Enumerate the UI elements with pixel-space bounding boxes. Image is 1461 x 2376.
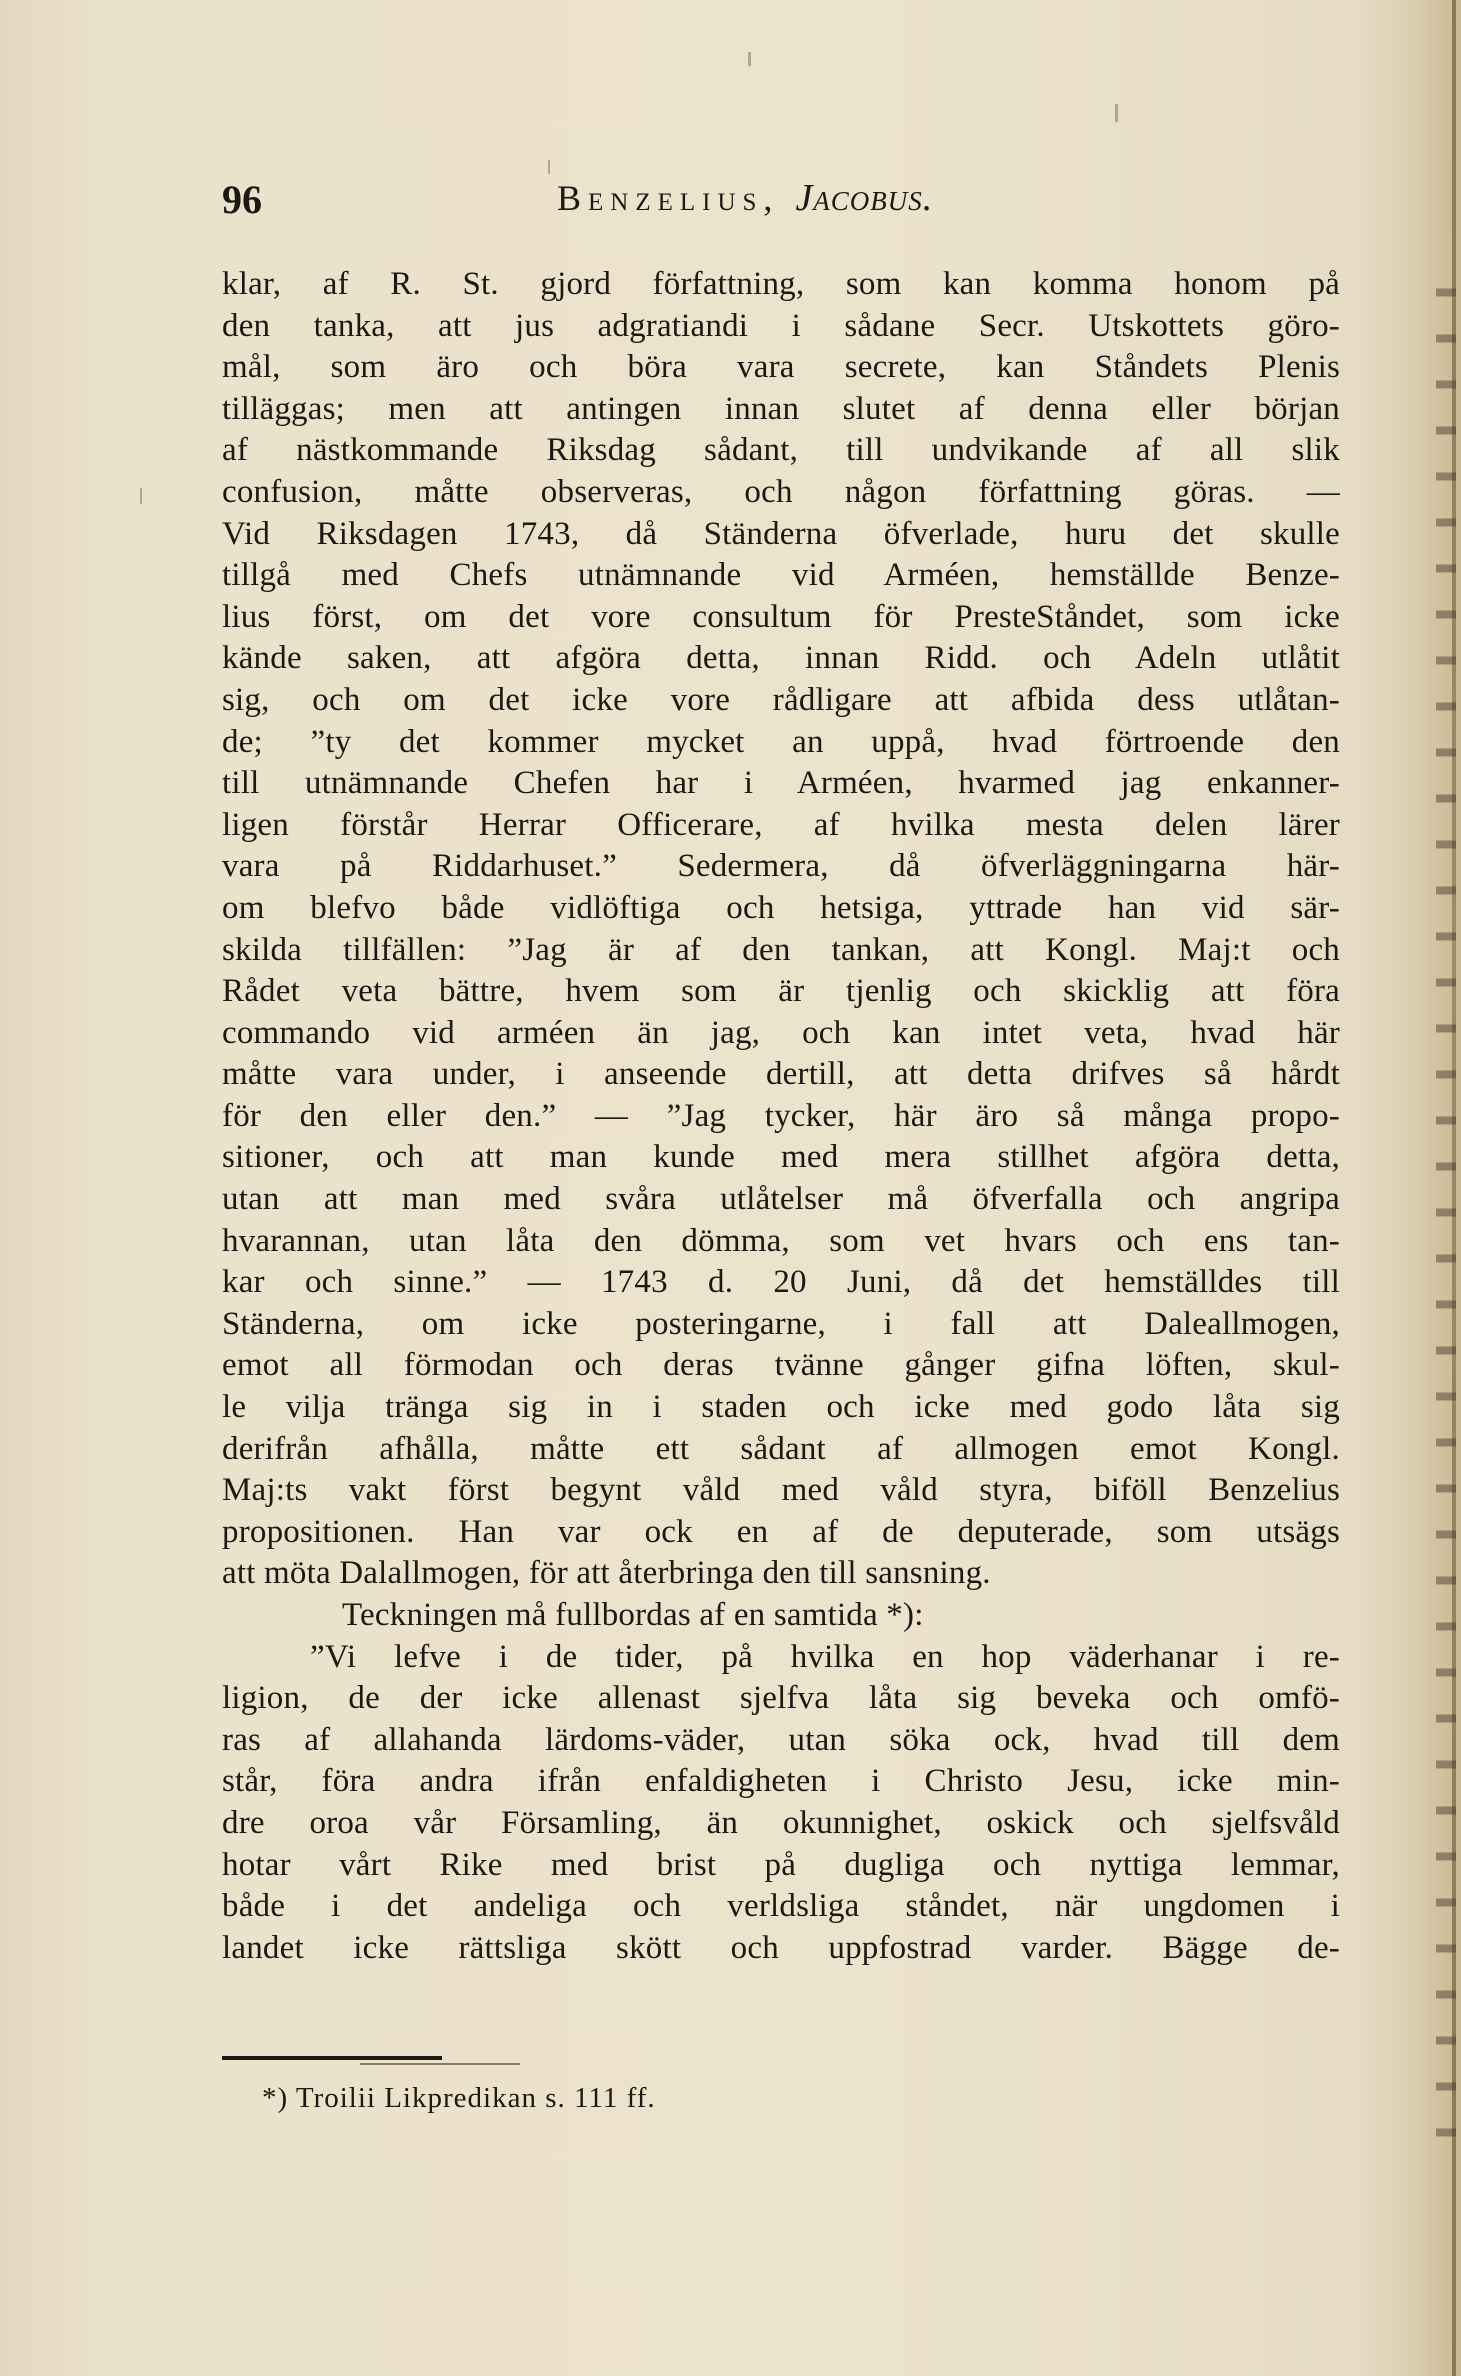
text-line: hotar vårt Rike med brist på dugliga och nyttiga lemmar, [222,1846,1340,1883]
text-line: af nästkommande Riksdag sådant, till undvikande af all slik [222,432,1340,469]
text-line: för den eller den.” — ”Jag tycker, här äro så många propo- [222,1097,1340,1134]
text-line: dre oroa vår Församling, än okunnighet, oskick och sjelfsvåld [222,1804,1340,1841]
running-head-name: Benzelius, [557,178,780,218]
text-line: Ständerna, om icke posteringarne, i fall att Daleallmogen, [222,1305,1340,1342]
page-number: 96 [222,177,262,222]
text-line: klar, af R. St. gjord författning, som kan komma honom på [222,266,1340,302]
text-line: mål, som äro och böra vara secrete, kan Ståndets Plenis [222,349,1340,386]
body-text [222,264,1340,1969]
text-line: Maj:ts vakt först begynt våld med våld styra, biföll Benzelius [222,1472,1340,1509]
text-line: ras af allahanda lärdoms-väder, utan söka ock, hvad till dem [222,1721,1340,1758]
text-line: confusion, måtte observeras, och någon författning göras. — [222,473,1340,510]
text-line: sig, och om det icke vore rådligare att afbida dess utlåtan- [222,681,1340,718]
page-header [222,176,1342,228]
paper-speck [1115,104,1118,122]
text-line: commando vid arméen än jag, och kan intet veta, hvad här [222,1014,1340,1051]
footnote-rule-thin [360,2063,520,2065]
text-line: tillgå med Chefs utnämnande vid Arméen, hemställde Benze- [222,557,1340,594]
text-line: tilläggas; men att antingen innan slutet af denna eller början [222,390,1340,427]
text-line: derifrån afhålla, måtte ett sådant af allmogen emot Kongl. [222,1430,1340,1467]
text-line: lius först, om det vore consultum för PresteStåndet, som icke [222,598,1340,635]
text-line: landet icke rättsliga skött och uppfostrad varder. Bägge de- [222,1929,1340,1966]
text-line: ligen förstår Herrar Officerare, af hvilka mesta delen lärer [222,806,1340,843]
text-line: att möta Dalallmogen, för att återbringa den till sansning. [222,1555,991,1592]
text-line: till utnämnande Chefen har i Arméen, hvarmed jag enkanner- [222,765,1340,802]
text-line: le vilja tränga sig in i staden och icke med godo låta sig [222,1389,1340,1426]
running-head [557,176,933,220]
text-line: de; ”ty det kommer mycket an uppå, hvad förtroende den [222,723,1340,760]
footnote-rule [222,2056,442,2060]
text-line: Vid Riksdagen 1743, då Ständerna öfverlade, huru det skulle [222,515,1340,552]
paper-speck [548,160,550,174]
paper-speck [748,52,751,66]
text-line: måtte vara under, i anseende dertill, att detta drifves så hårdt [222,1056,1340,1093]
text-line: den tanka, att jus adgratiandi i sådane Secr. Utskottets göro- [222,307,1340,344]
text-line: om blefvo både vidlöftiga och hetsiga, yttrade han vid sär- [222,889,1340,926]
text-line: ligion, de der icke allenast sjelfva låta sig beveka och omfö- [222,1680,1340,1717]
paper-speck [140,488,142,504]
text-line: ”Vi lefve i de tider, på hvilka en hop väderhanar i re- [310,1638,1340,1675]
text-line: emot all förmodan och deras tvänne gånger gifna löften, skul- [222,1347,1340,1384]
text-line: Rådet veta bättre, hvem som är tjenlig och skicklig att föra [222,973,1340,1010]
text-line: propositionen. Han var ock en af de deputerade, som utsägs [222,1513,1340,1550]
text-line: utan att man med svåra utlåtelser må öfverfalla och angripa [222,1181,1340,1218]
text-line: kände saken, att afgöra detta, innan Ridd. och Adeln utlåtit [222,640,1340,677]
text-line: Teckningen må fullbordas af en samtida *): [342,1597,924,1633]
footnote: *) Troilii Likpredikan s. 111 ff. [262,2082,656,2114]
text-line: skilda tillfällen: ”Jag är af den tankan, att Kongl. Maj:t och [222,931,1340,968]
facing-page-bleed-through [1436,260,1456,2160]
text-line: vara på Riddarhuset.” Sedermera, då öfverläggningarna här- [222,848,1340,885]
text-line: hvarannan, utan låta den dömma, som vet hvars och ens tan- [222,1222,1340,1259]
text-line: både i det andeliga och verldsliga ståndet, när ungdomen i [222,1888,1340,1925]
text-line: står, föra andra ifrån enfaldigheten i Christo Jesu, icke min- [222,1763,1340,1800]
text-line: sitioner, och att man kunde med mera stillhet afgöra detta, [222,1139,1340,1176]
running-head-italic: Jacobus. [795,177,934,219]
text-line: kar och sinne.” — 1743 d. 20 Juni, då det hemställdes till [222,1264,1340,1301]
